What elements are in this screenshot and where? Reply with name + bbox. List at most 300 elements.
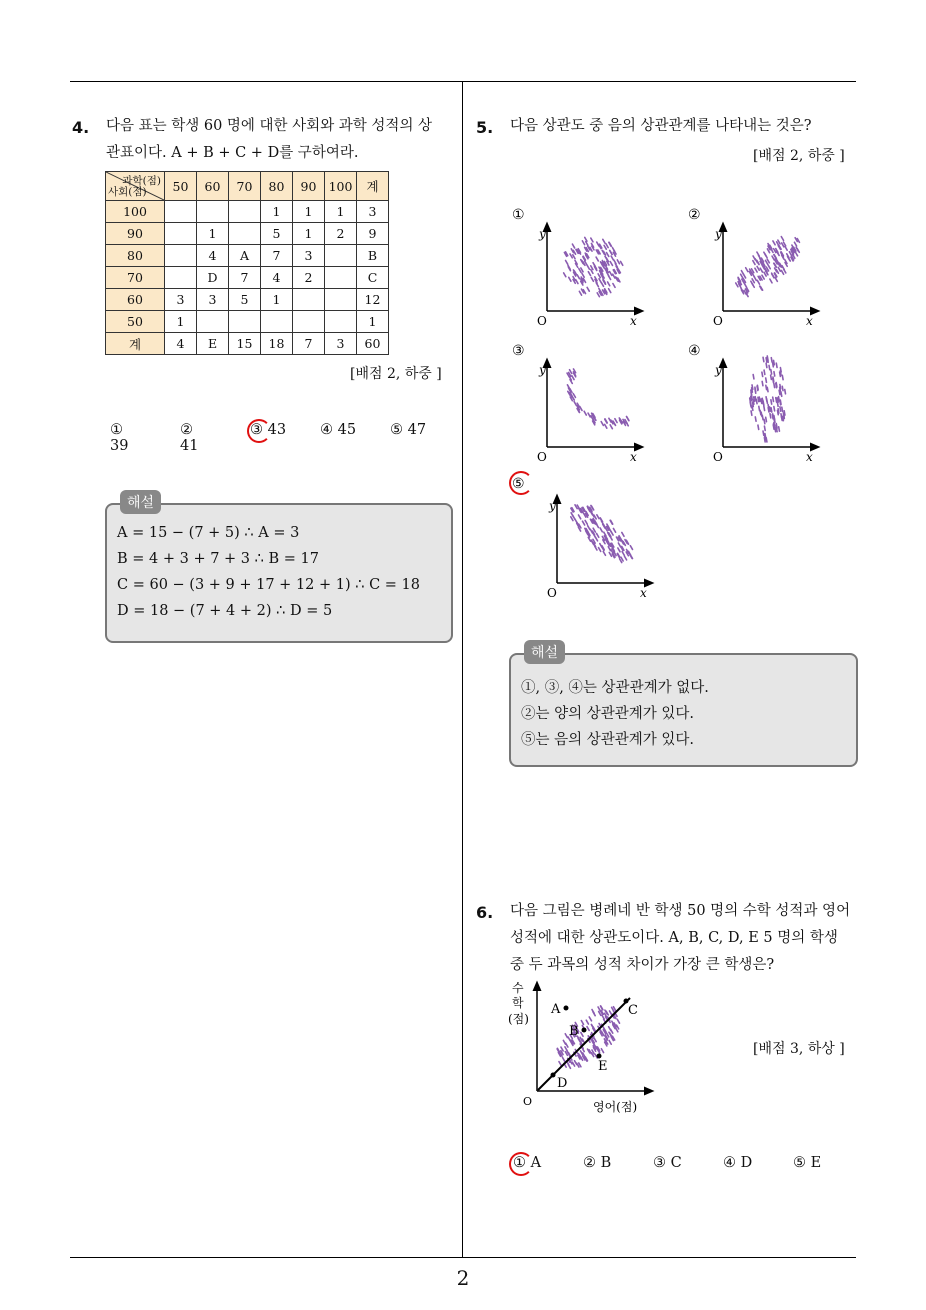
- scatter-dot: [772, 256, 774, 260]
- table-cell: 1: [357, 311, 389, 333]
- table-cell: E: [197, 333, 229, 355]
- scatter-dot: [614, 260, 616, 264]
- scatter-dot: [624, 556, 626, 560]
- scatter-dot: [582, 521, 584, 525]
- scatter-dot: [573, 394, 575, 398]
- scatter-dot: [588, 272, 590, 276]
- scatter-dot: [601, 1049, 603, 1053]
- scatter-dot: [759, 406, 760, 410]
- scatter-dot: [780, 368, 781, 372]
- scatter-dot: [610, 425, 612, 429]
- scatter-dot: [771, 400, 772, 404]
- scatter-dot: [753, 261, 755, 265]
- table-cell: 4: [197, 245, 229, 267]
- y-axis-label: y: [715, 227, 722, 241]
- scatter-dot: [762, 381, 763, 385]
- table-cell: 3: [165, 289, 197, 311]
- scatter-dot: [609, 1027, 611, 1031]
- scatter-dot: [618, 548, 620, 552]
- y-axis-label: y: [539, 363, 546, 377]
- scatter-dot: [753, 375, 754, 379]
- table-cell: 1: [293, 223, 325, 245]
- q4-solution-line: D = 18 − (7 + 4 + 2) ∴ D = 5: [117, 603, 333, 619]
- scatter-dot: [758, 397, 759, 401]
- scatter-dot: [773, 397, 774, 401]
- point-label: B: [569, 1024, 579, 1039]
- row-header: 70: [106, 267, 165, 289]
- scatter-dot: [559, 1062, 561, 1066]
- scatter-dot: [775, 427, 776, 431]
- q6-choice-3[interactable]: ③ C: [653, 1155, 682, 1171]
- table-cell: C: [357, 267, 389, 289]
- scatter-dot: [763, 357, 764, 361]
- scatter-dot: [562, 1057, 564, 1061]
- scatter-dot: [599, 279, 601, 283]
- q4-choice-2[interactable]: ② 41: [180, 422, 199, 454]
- table-cell: 7: [261, 245, 293, 267]
- scatter-dot: [769, 365, 770, 369]
- table-cell: 3: [325, 333, 357, 355]
- scatter-dot: [582, 273, 584, 277]
- x-axis-label: 영어(점): [593, 1100, 638, 1114]
- scatter-dot: [764, 426, 765, 430]
- table-cell: 1: [197, 223, 229, 245]
- scatter-dot: [597, 293, 599, 297]
- scatter-dot: [584, 411, 586, 415]
- col-header: 90: [293, 172, 325, 201]
- q6-text-line3: 중 두 과목의 성적 차이가 가장 큰 학생은?: [510, 957, 775, 973]
- answer-mark-circle: [509, 1152, 533, 1176]
- scatter-dot: [774, 407, 775, 411]
- table-cell: 2: [325, 223, 357, 245]
- table-cell: 1: [325, 201, 357, 223]
- scatter-dot: [766, 378, 767, 382]
- table-cell: 12: [357, 289, 389, 311]
- scatter-dot: [610, 272, 612, 276]
- scatter-dot: [782, 407, 783, 411]
- scatter-plot-3: [512, 343, 640, 464]
- scatter-dot: [588, 413, 590, 417]
- point-label: A: [551, 1002, 561, 1017]
- corner-top-label: 과학(점): [122, 175, 161, 187]
- scatter-dot: [577, 275, 579, 279]
- q5-number: 5.: [476, 118, 494, 137]
- x-axis-label: x: [630, 314, 637, 328]
- scatter-dot: [779, 397, 780, 401]
- q5-solution-line: ①, ③, ④는 상관관계가 없다.: [521, 680, 709, 696]
- scatter-dot: [766, 417, 767, 421]
- origin-label: O: [713, 314, 723, 328]
- scatter-dot: [752, 279, 754, 283]
- scatter-dot: [774, 273, 776, 277]
- q4-solution-line: B = 4 + 3 + 7 + 3 ∴ B = 17: [117, 551, 319, 567]
- scatter-dot: [606, 244, 608, 248]
- q6-choice-4[interactable]: ④ D: [723, 1155, 753, 1171]
- q4-solution-line: A = 15 − (7 + 5) ∴ A = 3: [117, 525, 300, 541]
- scatter-dot: [603, 239, 605, 243]
- scatter-dot: [630, 555, 632, 559]
- scatter-dot: [763, 401, 764, 405]
- scatter-dot: [574, 402, 576, 406]
- q4-choice-3[interactable]: ③ 43: [250, 422, 287, 438]
- table-cell: 7: [229, 267, 261, 289]
- table-cell: 2: [293, 267, 325, 289]
- scatter-dot: [617, 1019, 619, 1023]
- scatter-dot: [757, 266, 759, 270]
- plot-number-label: ②: [688, 207, 701, 223]
- scatter-dot: [585, 237, 587, 241]
- y-axis-label: 수: [512, 981, 524, 995]
- scatter-dot: [778, 267, 780, 271]
- scatter-dot: [775, 278, 777, 282]
- scatter-dot: [610, 536, 612, 540]
- scatter-dot: [587, 265, 589, 269]
- scatter-dot: [761, 412, 762, 416]
- scatter-dot: [773, 378, 774, 382]
- q6-text-line2: 성적에 대한 상관도이다. A, B, C, D, E 5 명의 학생: [510, 930, 838, 946]
- scatter-dot: [776, 383, 777, 387]
- scatter-dot: [759, 397, 760, 401]
- scatter-dot: [767, 358, 768, 362]
- table-cell: 9: [357, 223, 389, 245]
- table-cell: 1: [165, 311, 197, 333]
- scatter-dot: [571, 249, 573, 253]
- scatter-dot: [587, 287, 589, 291]
- scatter-dot: [752, 388, 753, 392]
- scatter-dot: [774, 255, 776, 259]
- scatter-dot: [751, 403, 752, 407]
- scatter-dot: [757, 252, 759, 256]
- point-D: [551, 1073, 556, 1078]
- origin-label: O: [547, 586, 557, 600]
- scatter-dot: [575, 519, 577, 523]
- scatter-dot: [596, 257, 598, 261]
- scatter-dot: [622, 532, 624, 536]
- point-E: [597, 1054, 602, 1059]
- scatter-dot: [736, 283, 738, 287]
- scatter-dot: [795, 252, 797, 256]
- scatter-plot-4: [688, 343, 816, 464]
- col-header: 60: [197, 172, 229, 201]
- scatter-dot: [603, 551, 605, 555]
- scatter-dot: [598, 1007, 600, 1011]
- x-axis-label: x: [640, 586, 647, 600]
- scatter-dot: [626, 416, 628, 420]
- scatter-dot: [578, 515, 580, 519]
- x-axis-label: x: [806, 450, 813, 464]
- scatter-dot: [776, 398, 777, 402]
- scatter-dot: [774, 372, 775, 376]
- table-cell: B: [357, 245, 389, 267]
- scatter-dot: [781, 392, 782, 396]
- scatter-dot: [752, 273, 754, 277]
- scatter-dot: [767, 259, 769, 263]
- corner-bottom-label: 사회(점): [108, 186, 147, 198]
- scatter-dot: [610, 1011, 612, 1015]
- scatter-dot: [597, 242, 599, 246]
- table-cell: A: [229, 245, 261, 267]
- col-header: 80: [261, 172, 293, 201]
- scatter-dot: [764, 370, 765, 374]
- col-header: 100: [325, 172, 357, 201]
- scatter-dot: [612, 248, 614, 252]
- scatter-dot: [599, 548, 601, 552]
- scatter-dot: [781, 237, 783, 241]
- scatter-dot: [593, 263, 595, 267]
- scatter-dot: [781, 270, 783, 274]
- scatter-dot: [608, 276, 610, 280]
- scatter-dot: [771, 375, 772, 379]
- scatter-dot: [566, 1043, 568, 1047]
- scatter-dot: [617, 260, 619, 264]
- scatter-dot: [755, 268, 757, 272]
- scatter-dot: [592, 1010, 594, 1014]
- scatter-dot: [600, 544, 602, 548]
- scatter-dot: [751, 396, 752, 400]
- q6-text-line1: 다음 그림은 병례네 반 학생 50 명의 수학 성적과 영어: [510, 903, 851, 919]
- scatter-dot: [581, 1021, 583, 1025]
- scatter-dot: [594, 1038, 596, 1042]
- scatter-dot: [753, 400, 754, 404]
- q4-text-line2: 관표이다. A + B + C + D를 구하여라.: [106, 145, 359, 161]
- scatter-dot: [582, 241, 584, 245]
- scatter-dot: [764, 406, 765, 410]
- scatter-dot: [611, 531, 613, 535]
- scatter-dot: [777, 410, 778, 414]
- scatter-dot: [779, 427, 780, 431]
- origin-label: O: [537, 450, 547, 464]
- scatter-dot: [755, 417, 756, 421]
- scatter-dot: [603, 280, 605, 284]
- scatter-dot: [621, 261, 623, 265]
- scatter-dot: [580, 1051, 582, 1055]
- point-label: E: [598, 1059, 608, 1074]
- col-header: 계: [357, 172, 389, 201]
- scatter-dot: [609, 242, 611, 246]
- scatter-dot: [613, 274, 615, 278]
- scatter-dot: [613, 422, 615, 426]
- col-header: 50: [165, 172, 197, 201]
- y-axis-label: y: [549, 499, 556, 513]
- scatter-dot: [794, 242, 796, 246]
- scatter-dot: [605, 424, 607, 428]
- scatter-dot: [780, 385, 781, 389]
- table-cell: 1: [261, 201, 293, 223]
- origin-label: O: [523, 1095, 533, 1108]
- table-cell: 3: [293, 245, 325, 267]
- point-A: [564, 1006, 569, 1011]
- scatter-dot: [610, 1033, 612, 1037]
- q4-choice-5[interactable]: ⑤ 47: [390, 422, 427, 438]
- point-label: D: [557, 1076, 568, 1091]
- scatter-dot: [762, 275, 764, 279]
- scatter-dot: [587, 1027, 589, 1031]
- scatter-dot: [760, 268, 762, 272]
- scatter-dot: [743, 274, 745, 278]
- table-cell: 5: [229, 289, 261, 311]
- scatter-dot: [757, 280, 759, 284]
- table-cell: 1: [261, 289, 293, 311]
- scatter-dot: [756, 399, 757, 403]
- q6-choice-1[interactable]: ① A: [513, 1155, 542, 1171]
- scatter-dot: [568, 1064, 570, 1068]
- scatter-dot: [746, 268, 748, 272]
- q4-score: [배점 2, 하중 ]: [350, 366, 442, 382]
- scatter-dot: [776, 427, 777, 431]
- q5-score: [배점 2, 하중 ]: [753, 148, 845, 164]
- scatter-plot-5: [512, 476, 650, 600]
- table-cell: 3: [197, 289, 229, 311]
- scatter-dot: [597, 515, 599, 519]
- row-header: 90: [106, 223, 165, 245]
- scatter-dot: [586, 242, 588, 246]
- scatter-dot: [591, 238, 593, 242]
- scatter-dot: [588, 537, 590, 541]
- scatter-dot: [585, 520, 587, 524]
- scatter-dot: [780, 407, 781, 411]
- q6-score: [배점 3, 하상 ]: [753, 1041, 845, 1057]
- scatter-dot: [784, 414, 785, 418]
- scatter-dot: [591, 277, 593, 281]
- table-cell: D: [197, 267, 229, 289]
- plot-number-label: ③: [512, 343, 525, 359]
- scatter-dot: [571, 517, 573, 521]
- scatter-dot: [776, 363, 777, 367]
- scatter-dot: [617, 554, 619, 558]
- point-label: C: [628, 1003, 638, 1018]
- plot-number-label: ④: [688, 343, 701, 359]
- scatter-dot: [785, 246, 787, 250]
- q5-solution-line: ②는 양의 상관관계가 있다.: [521, 706, 695, 722]
- scatter-dot: [764, 419, 765, 423]
- scatter-dot: [565, 1047, 567, 1051]
- scatter-dot: [763, 431, 764, 435]
- scatter-dot: [610, 520, 612, 524]
- q4-number: 4.: [72, 118, 90, 137]
- scatter-dot: [600, 528, 602, 532]
- scatter-dot: [569, 277, 571, 281]
- scatter-dot: [579, 291, 581, 295]
- scatter-dot: [581, 1032, 583, 1036]
- q6-choice-5[interactable]: ⑤ E: [793, 1155, 822, 1171]
- scatter-dot: [774, 418, 775, 422]
- scatter-dot: [758, 425, 759, 429]
- scatter-dot: [765, 254, 767, 258]
- scatter-dot: [762, 372, 763, 376]
- answer-mark-circle: [509, 471, 533, 495]
- scatter-dot: [760, 286, 762, 290]
- scatter-dot: [610, 262, 612, 266]
- scatter-dot: [597, 533, 599, 537]
- q5-solution-line: ⑤는 음의 상관관계가 있다.: [521, 732, 695, 748]
- plot-number-label: ⑤: [512, 476, 525, 492]
- q4-solution-tag: 해설: [120, 490, 161, 514]
- scatter-dot: [570, 370, 572, 374]
- q6-number: 6.: [476, 903, 494, 922]
- row-header: 50: [106, 311, 165, 333]
- scatter-plot-2: [688, 207, 816, 328]
- table-cell: 1: [293, 201, 325, 223]
- scatter-dot: [580, 1056, 582, 1060]
- q6-choice-2[interactable]: ② B: [583, 1155, 612, 1171]
- scatter-dot: [755, 389, 756, 393]
- scatter-dot: [616, 1025, 618, 1029]
- page-number: 2: [456, 1266, 470, 1290]
- scatter-dot: [601, 422, 603, 426]
- scatter-dot: [751, 411, 752, 415]
- scatter-dot: [764, 434, 765, 438]
- scatter-dot: [782, 416, 783, 420]
- scatter-dot: [604, 245, 606, 249]
- q4-text-line1: 다음 표는 학생 60 명에 대한 사회와 과학 성적의 상: [106, 118, 433, 134]
- scatter-dot: [600, 1006, 602, 1010]
- scatter-dot: [586, 1020, 588, 1024]
- y-axis-label: y: [715, 363, 722, 377]
- scatter-dot: [774, 383, 775, 387]
- q4-choice-4[interactable]: ④ 45: [320, 422, 357, 438]
- y-axis-label: 학: [512, 996, 524, 1010]
- scatter-dot: [766, 363, 767, 367]
- scatter-dot: [772, 414, 773, 418]
- table-cell: 18: [261, 333, 293, 355]
- scatter-dot: [607, 253, 609, 257]
- scatter-dot: [771, 408, 772, 412]
- scatter-dot: [766, 385, 767, 389]
- scatter-dot: [604, 525, 606, 529]
- scatter-dot: [768, 265, 770, 269]
- scatter-dot: [766, 438, 767, 442]
- scatter-dot: [609, 1040, 611, 1044]
- row-header: 100: [106, 201, 165, 223]
- scatter-dot: [613, 284, 615, 288]
- scatter-dot: [622, 541, 624, 545]
- scatter-dot: [610, 250, 612, 254]
- scatter-dot: [771, 358, 772, 362]
- scatter-dot: [767, 387, 768, 391]
- scatter-dot: [594, 515, 596, 519]
- scatter-dot: [613, 528, 615, 532]
- origin-label: O: [537, 314, 547, 328]
- scatter-dot: [770, 279, 772, 283]
- scatter-dot: [589, 1017, 591, 1021]
- scatter-plot-1: [512, 207, 640, 328]
- scatter-dot: [568, 265, 570, 269]
- scatter-dot: [777, 252, 779, 256]
- scatter-dot: [773, 241, 775, 245]
- row-header: 80: [106, 245, 165, 267]
- scatter-dot: [565, 1034, 567, 1038]
- scatter-dot: [588, 526, 590, 530]
- q5-text: 다음 상관도 중 음의 상관관계를 나타내는 것은?: [510, 118, 812, 134]
- scatter-dot: [782, 375, 783, 379]
- plot-number-label: ①: [512, 207, 525, 223]
- scatter-dot: [566, 261, 568, 265]
- scatter-dot: [766, 397, 767, 401]
- q4-choice-1[interactable]: ① 39: [110, 422, 129, 454]
- y-axis-label: (점): [508, 1012, 529, 1026]
- scatter-dot: [770, 414, 771, 418]
- point-B: [582, 1028, 587, 1033]
- x-axis-label: x: [806, 314, 813, 328]
- q6-scatter-plot: [508, 981, 650, 1114]
- table-cell: 7: [293, 333, 325, 355]
- scatter-dot: [608, 547, 610, 551]
- col-header: 70: [229, 172, 261, 201]
- scatter-dot: [611, 256, 613, 260]
- scatter-dot: [573, 255, 575, 259]
- scatter-dot: [605, 419, 607, 423]
- scatter-dot: [768, 405, 769, 409]
